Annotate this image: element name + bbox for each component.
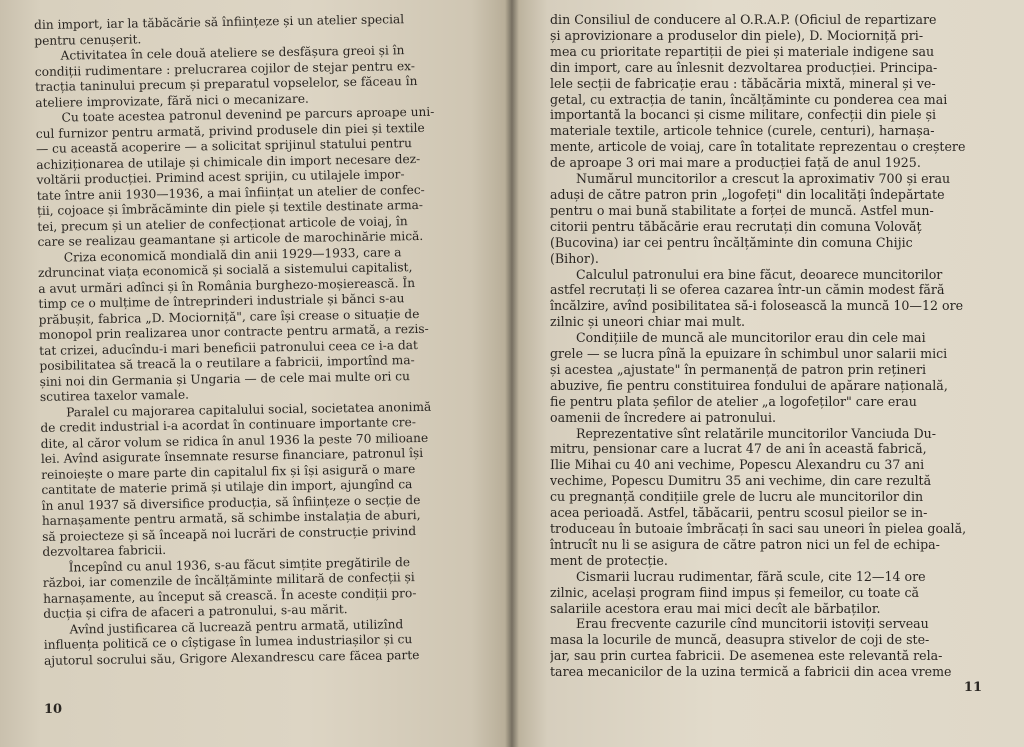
text-line: harnașamente pentru armată, să schimbe instalația de aburi,: [41, 507, 421, 528]
text-line: Erau frecvente cazurile cînd muncitorii istoviți serveau: [576, 616, 929, 632]
text-line: din import, care au înlesnit dezvoltarea producției. Principa-: [550, 59, 938, 75]
text-line: masa la locurile de muncă, deasupra stivelor de coji de ste-: [550, 632, 930, 648]
text-line: Ilie Mihai cu 40 ani vechime, Popescu Alexandru cu 37 ani: [550, 457, 925, 473]
text-line: achiziționarea de utilaje și chimicale din import necesare dez-: [36, 151, 421, 172]
text-line: ajutorul socrului său, Grigore Alexandrescu care făcea parte: [43, 647, 420, 668]
text-line: încălzire, avînd posibilitatea să-i folosească la muncă 10—12 ore: [550, 298, 964, 314]
text-line: din import, iar la tăbăcărie să înființeze și un atelier special: [34, 12, 405, 32]
text-line: tei, precum și un atelier de confecționat articole de voiaj, în: [37, 213, 408, 234]
text-line: fie pentru plata șefilor de atelier „a logofeților" care erau: [550, 393, 917, 409]
text-line: Paralel cu majorarea capitalului social, societatea anonimă: [66, 399, 432, 420]
text-line: jar, sau prin curtea fabricii. De asemenea este relevantă rela-: [550, 648, 943, 664]
text-line: monopol prin realizarea unor contracte pentru armată, a rezis-: [38, 321, 429, 342]
text-line: astfel recrutați li se oferea cazarea într-un cămin modest fără: [550, 282, 945, 298]
right-page-text: [550, 12, 990, 680]
right-page-number: 11: [963, 680, 982, 695]
text-line: citorii pentru tăbăcărie erau recrutați din comuna Volovăț: [550, 218, 922, 234]
text-line: Cu toate acestea patronul devenind pe parcurs aproape uni-: [61, 104, 435, 125]
text-line: de credit industrial i-a acordat în continuare importante cre-: [40, 415, 417, 435]
text-line: tarea mecanicilor de la uzina termică a fabricii din acea vreme: [550, 664, 952, 680]
left-page-number: 10: [44, 702, 63, 717]
text-line: cu pregnanță condițiile grele de lucru ale muncitorilor din: [550, 489, 924, 505]
text-line: Calculul patronului era bine făcut, deoarece muncitorilor: [576, 266, 943, 282]
text-line: voltării producției. Primind acest sprijin, cu utilajele impor-: [36, 167, 405, 187]
text-line: lei. Avînd asigurate însemnate resurse financiare, patronul își: [40, 445, 424, 466]
text-line: mente, articole de voiaj, care în totalitate reprezentau o creștere: [550, 139, 966, 155]
text-line: grele — se lucra pînă la epuizare în schimbul unor salarii mici: [550, 346, 948, 362]
text-line: — cu această acoperire — a solicitat sprijinul statului pentru: [35, 136, 412, 156]
text-line: importantă la bocanci și cisme militare, confecții din piele și: [550, 107, 937, 123]
text-line: să proiecteze și să înceapă noi lucrări de construcție privind: [42, 523, 417, 544]
text-line: care se realizau geamantane și articole de marochinărie mică.: [37, 228, 424, 249]
text-line: mitru, pensionar care a lucrat 47 de ani în această fabrică,: [550, 441, 927, 457]
text-line: mea cu prioritate repartiții de piei și materiale indigene sau: [550, 43, 935, 59]
text-line: influența politică ce o cîștigase în lumea industriașilor și cu: [43, 632, 413, 652]
text-line: și aprovizionare a produselor din piele), D. Mociorniță pri-: [550, 27, 924, 43]
text-line: tat crizei, aducîndu-i mari beneficii patronului ceea ce i-a dat: [39, 337, 418, 358]
text-line: Criza economică mondială din anii 1929—1933, care a: [63, 244, 402, 265]
text-line: ateliere improvizate, fără nici o mecanizare.: [35, 91, 309, 110]
text-line: prăbușit, fabrica „D. Mociorniță", care își crease o situație de: [38, 306, 420, 327]
text-line: Avînd justificarea că lucrează pentru armată, utilizînd: [69, 616, 404, 637]
text-line: dite, al căror volum se ridica în anul 1936 la peste 70 milioane: [40, 430, 429, 451]
text-line: salariile acestora erau mai mici decît ale bărbaților.: [550, 600, 881, 616]
text-line: harnașamente, au început să crească. În aceste condiții pro-: [43, 585, 417, 606]
text-line: zilnic și uneori chiar mai mult.: [550, 314, 746, 330]
text-line: aduși de către patron prin „logofeți" din localități îndepărtate: [550, 186, 945, 202]
text-line: a avut urmări adînci și în România burghezo-moșierească. În: [38, 275, 416, 296]
text-line: reinoiește o mare parte din capitalul fix și își asigură o mare: [41, 461, 416, 482]
text-line: pentru cenușerit.: [34, 31, 142, 48]
left-page-text: [34, 11, 492, 669]
text-line: timp ce o mulțime de întreprinderi industriale și bănci s-au: [38, 291, 405, 311]
text-line: cantitate de materie primă și utilaje din import, ajungînd ca: [41, 477, 413, 497]
text-line: Condițiile de muncă ale muncitorilor erau din cele mai: [576, 330, 926, 346]
text-line: ment de protecție.: [550, 552, 668, 568]
text-line: tate între anii 1930—1936, a mai înființat un atelier de confec-: [36, 182, 425, 203]
text-line: abuzive, fie pentru constituirea fondului de apărare națională,: [550, 377, 948, 393]
text-line: oamenii de încredere ai patronului.: [550, 409, 776, 425]
text-line: dezvoltarea fabricii.: [42, 542, 167, 559]
text-line: acea perioadă. Astfel, tăbăcarii, pentru scosul pieilor se in-: [550, 505, 928, 521]
text-line: cul furnizor pentru armată, privind produsele din piei și textile: [35, 120, 425, 141]
text-line: în anul 1937 să diversifice producția, să înființeze o secție de: [41, 492, 421, 513]
text-line: război, iar comenzile de încălțăminte militară de confecții și: [42, 570, 415, 590]
text-line: materiale textile, articole tehnice (curele, centuri), harnașa-: [550, 123, 935, 139]
text-line: troduceau în butoaie îmbrăcați în saci sau uneori în pielea goală,: [550, 521, 967, 536]
text-line: pentru o mai bună stabilitate a forței de muncă. Astfel mun-: [550, 202, 934, 218]
text-line: lele secții de fabricație erau : tăbăcăria mixtă, mineral și ve-: [550, 75, 936, 91]
book-spine: [505, 0, 519, 747]
text-line: zdruncinat viața economică și socială a sistemului capitalist,: [37, 260, 413, 280]
text-line: getal, cu extracția de tanin, încălțăminte cu ponderea cea mai: [550, 91, 948, 107]
text-line: posibilitatea să treacă la o reutilare a fabricii, importînd ma-: [39, 353, 415, 373]
text-line: de aproape 3 ori mai mare a producției față de anul 1925.: [550, 155, 921, 171]
text-line: tracția taninului precum și preparatul vopselelor, se făceau în: [34, 73, 418, 94]
text-line: Începînd cu anul 1936, s-au făcut simțite pregătirile de: [68, 554, 411, 575]
text-line: Cismarii lucrau rudimentar, fără scule, cite 12—14 ore: [576, 568, 926, 584]
text-line: (Bucovina) iar cei pentru încălțăminte din comuna Chijic: [550, 234, 913, 250]
text-line: întrucît nu li se asigura de către patron nici un fel de echipa-: [550, 536, 940, 552]
right-page: [512, 0, 1024, 747]
text-line: (Bihor).: [550, 250, 599, 266]
text-line: Activitatea în cele două ateliere se desfășura greoi și în: [60, 43, 405, 63]
text-line: ducția și cifra de afaceri a patronului, s-au mărit.: [43, 602, 348, 621]
text-line: și acestea „ajustate" în permanență de patron prin rețineri: [550, 361, 927, 377]
text-line: scutirea taxelor vamale.: [39, 387, 190, 404]
text-line: condiții rudimentare : prelucrarea cojilor de stejar pentru ex-: [34, 58, 415, 79]
text-line: Numărul muncitorilor a crescut la aproximativ 700 și erau: [576, 171, 951, 187]
text-line: vechime, Popescu Dumitru 35 ani vechime, din care rezultă: [550, 473, 932, 489]
text-line: șini noi din Germania și Ungaria — de cele mai multe ori cu: [39, 368, 410, 389]
text-line: zilnic, același program fiind impus și femeilor, cu toate că: [550, 584, 920, 600]
text-line: ții, cojoace și îmbrăcăminte din piele și textile destinate arma-: [36, 197, 424, 218]
text-line: Reprezentative sînt relatările muncitorilor Vanciuda Du-: [576, 425, 937, 441]
text-line: din Consiliul de conducere al O.R.A.P. (Oficiul de repartizare: [550, 12, 937, 27]
